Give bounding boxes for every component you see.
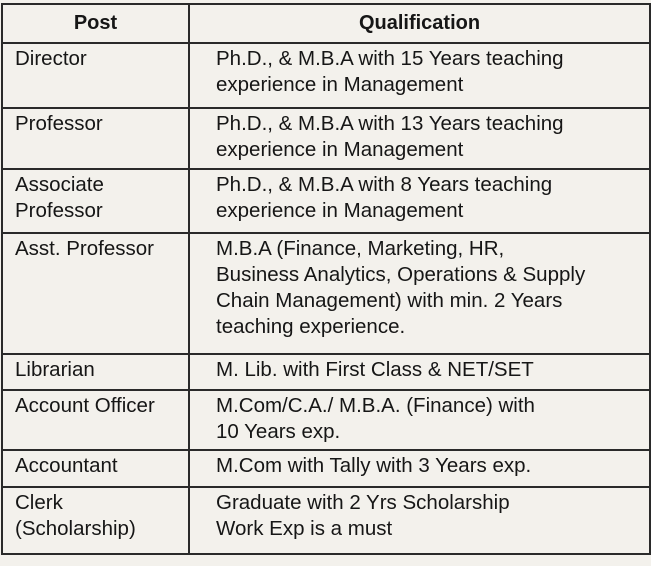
table-row <box>2 108 650 169</box>
post-text: Clerk <box>15 491 63 514</box>
table-row <box>2 487 650 554</box>
table-row <box>2 390 650 450</box>
qualification-text: Ph.D., & M.B.A with 13 Years teaching <box>216 112 564 135</box>
qualification-text: M.Com/C.A./ M.B.A. (Finance) with <box>216 394 535 417</box>
post-cell <box>2 233 189 354</box>
qualification-text: experience in Management <box>216 73 464 96</box>
table-row <box>2 354 650 390</box>
qualification-text: Chain Management) with min. 2 Years <box>216 289 563 312</box>
qualification-cell <box>189 233 650 354</box>
post-text: Professor <box>15 199 103 222</box>
qualification-cell <box>189 354 650 390</box>
post-cell <box>2 108 189 169</box>
post-cell <box>2 450 189 487</box>
qualification-cell <box>189 108 650 169</box>
table-row <box>2 169 650 233</box>
header-post: Post <box>2 4 189 43</box>
qualification-text: M.B.A (Finance, Marketing, HR, <box>216 237 505 260</box>
post-text: Director <box>15 47 87 70</box>
qualification-table <box>1 3 651 555</box>
qualification-text: teaching experience. <box>216 315 406 338</box>
qualification-cell <box>189 450 650 487</box>
post-text: Associate <box>15 173 104 196</box>
header-qualification: Qualification <box>189 4 650 43</box>
qualification-cell <box>189 43 650 108</box>
qualification-cell <box>189 390 650 450</box>
post-text: Accountant <box>15 454 118 477</box>
post-cell <box>2 487 189 554</box>
qualification-cell <box>189 487 650 554</box>
qualification-text: Ph.D., & M.B.A with 8 Years teaching <box>216 173 553 196</box>
post-cell <box>2 43 189 108</box>
table-row <box>2 450 650 487</box>
table-row <box>2 233 650 354</box>
post-text: Professor <box>15 112 103 135</box>
post-cell <box>2 390 189 450</box>
qualification-cell <box>189 169 650 233</box>
qualification-text: 10 Years exp. <box>216 420 341 443</box>
qualification-text: M. Lib. with First Class & NET/SET <box>216 358 534 381</box>
header-row <box>2 4 650 43</box>
qualification-text: experience in Management <box>216 199 464 222</box>
post-cell <box>2 354 189 390</box>
qualification-text: Work Exp is a must <box>216 517 393 540</box>
table-row <box>2 43 650 108</box>
qualification-text: M.Com with Tally with 3 Years exp. <box>216 454 532 477</box>
post-text: Asst. Professor <box>15 237 154 260</box>
qualification-text: experience in Management <box>216 138 464 161</box>
post-text: (Scholarship) <box>15 517 136 540</box>
post-text: Librarian <box>15 358 95 381</box>
qualification-text: Graduate with 2 Yrs Scholarship <box>216 491 510 514</box>
post-cell <box>2 169 189 233</box>
qualification-text: Business Analytics, Operations & Supply <box>216 263 586 286</box>
post-text: Account Officer <box>15 394 155 417</box>
qualification-text: Ph.D., & M.B.A with 15 Years teaching <box>216 47 564 70</box>
